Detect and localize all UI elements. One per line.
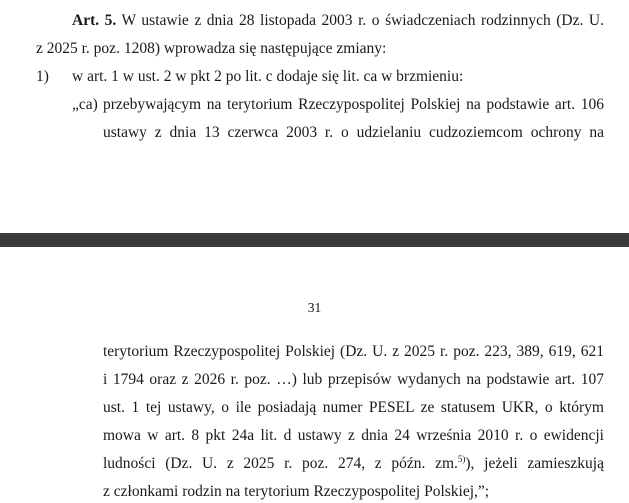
continuation-line-3: ust. 1 tej ustawy, o ile posiadają numer PESEL ze statusem UKR, o którym [103,399,604,416]
item-number: 1) [36,68,49,85]
page-number: 31 [307,300,322,315]
sub-point-label: „ca) [72,96,98,113]
item-text: w art. 1 w ust. 2 w pkt 2 po lit. c dodaje się lit. ca w brzmieniu: [72,68,464,85]
continuation-line-5 [103,455,604,473]
article-5-line-1 [72,12,604,30]
continuation-line-6: z członkami rodzin na terytorium Rzeczypospolitej Polskiej,”; [103,483,490,500]
continuation-line-1: terytorium Rzeczypospolitej Polskiej (Dz. U. z 2025 r. poz. 223, 389, 619, 621 [103,343,604,360]
line-5-text-a: ludności (Dz. U. z 2025 r. poz. 274, z późn. zm. [103,455,458,472]
sub-point-line-2: ustawy z dnia 13 czerwca 2003 r. o udzielaniu cudzoziemcom ochrony na [103,124,604,141]
sub-point-line-1: przebywającym na terytorium Rzeczypospolitej Polskiej na podstawie art. 106 [103,96,604,113]
continuation-line-4: mowa w art. 8 pkt 24a lit. d ustawy z dnia 24 września 2010 r. o ewidencji [103,427,604,444]
continuation-line-2: i 1794 oraz z 2026 r. poz. …) lub przepisów wydanych na podstawie art. 107 [103,371,604,388]
article-5-line-2: z 2025 r. poz. 1208) wprowadza się następujące zmiany: [36,40,387,57]
article-label: Art. 5. [72,12,117,29]
line-5-text-b: ), jeżeli zamieszkują [465,455,604,472]
article-intro-text: W ustawie z dnia 28 listopada 2003 r. o świadczeniach rodzinnych (Dz. U. [116,12,604,29]
page-break-bar [0,233,629,247]
footnote-reference[interactable]: 5) [457,453,466,464]
